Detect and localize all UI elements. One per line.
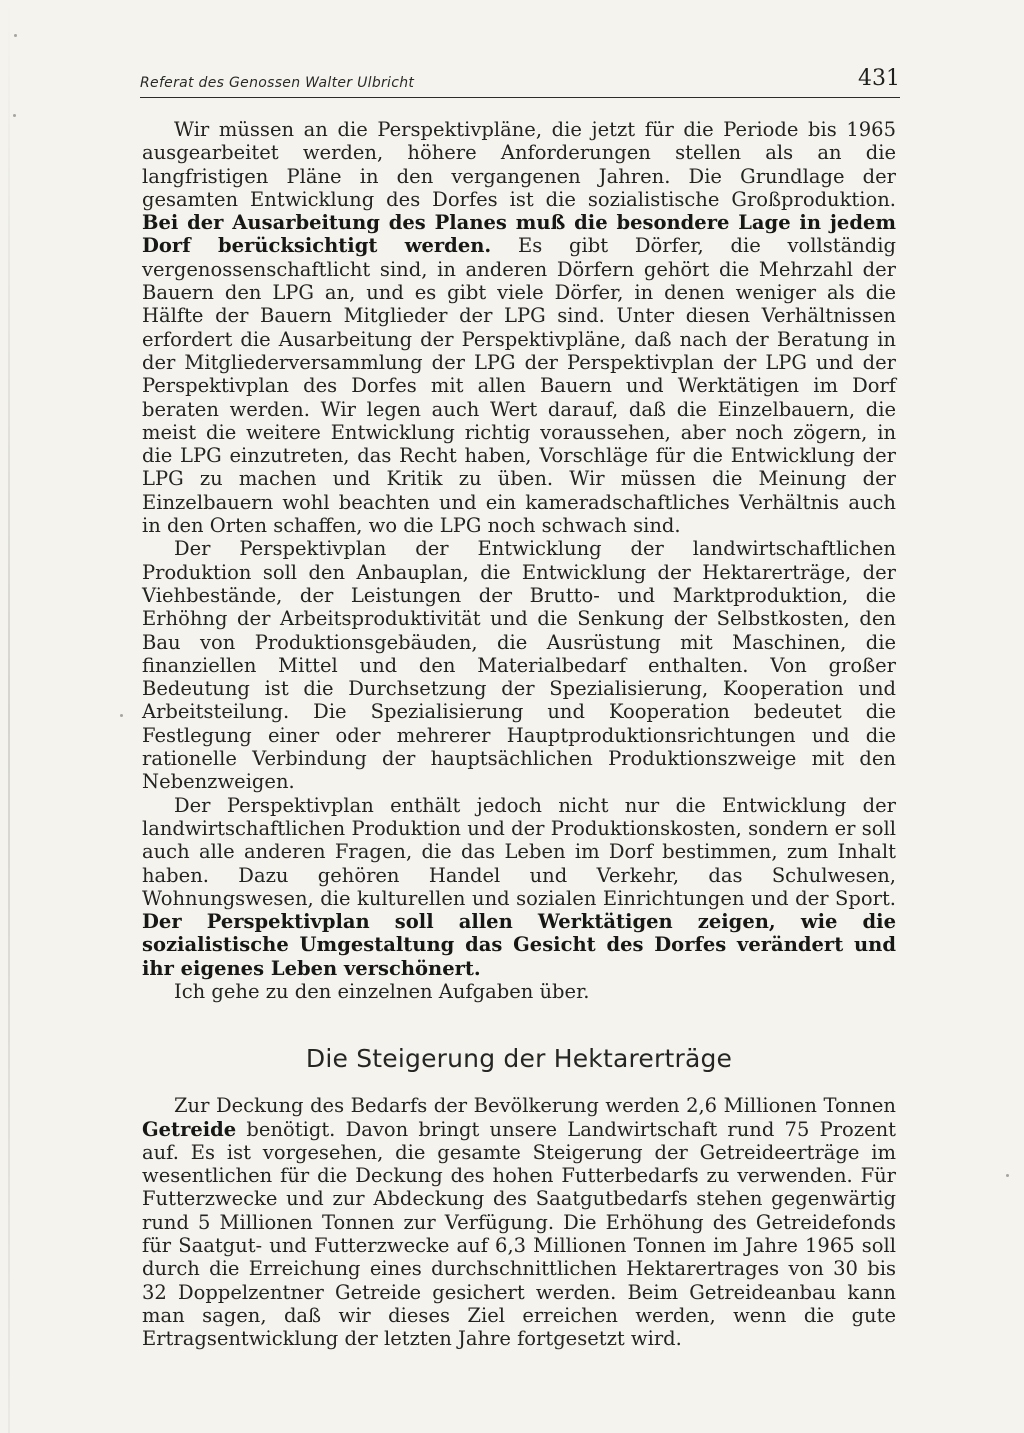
paragraph-grain-production (142, 1094, 896, 1350)
scan-speck (1006, 1174, 1009, 1177)
scan-speck (14, 34, 17, 37)
paragraph-text: Der Perspektivplan der Entwicklung der landwirtschaftlichen Produktion soll den Anbauplan, die Entwicklung der Hektarerträge, der Viehbestände, der Leistungen der Brutto- und Marktproduktion, die Erhöhng der Arbeitsproduktivität und die Senkung der Selbstkosten, den Bau von Produktionsgebäuden, die Ausrüstung mit Maschinen, die finanziellen Mittel und den Materialbedarf enthalten. Von großer Bedeutung ist die Durchsetzung der Spezialisierung, Kooperation und Arbeitsteilung. Die Spezialisierung und Kooperation bedeutet die Festlegung einer oder mehrerer Hauptproduktionsrichtungen und die rationelle Verbindung der hauptsächlichen Produktionszweige mit den Nebenzweigen. (142, 537, 896, 794)
paragraph-text: Wir müssen an die Perspektivpläne, die jetzt für die Periode bis 1965 ausgearbeitet werden, höhere Anforderungen stellen als an die langfristigen Pläne in den vergangenen Jahren. Die Grundlage der gesamten Entwicklung des Dorfes ist die sozialistische Großproduktion. (142, 118, 896, 211)
paragraph-agricultural-production (142, 537, 896, 793)
page-header (140, 62, 900, 102)
page-content (142, 118, 896, 1351)
paragraph-text: benötigt. Davon bringt unsere Landwirtschaft rund 75 Prozent auf. Es ist vorgesehen, die gesamte Steigerung der Getreideerträge im wesentlichen für die Deckung des hohen Futterbedarfs zu verwenden. Für Futterzwecke und zur Abdeckung des Saatgutbedarfs stehen gegenwärtig rund 5 Millionen Tonnen zur Verfügung. Die Erhöhung des Getreidefonds für Saatgut- und Futterzwecke auf 6,3 Millionen Tonnen im Jahre 1965 soll durch die Erreichung eines durchschnittlichen Hektarertrages von 30 bis 32 Doppelzentner Getreide gesichert werden. Beim Getreideanbau kann man sagen, daß wir dieses Ziel erreichen werden, wenn die gute Ertragsentwicklung der letzten Jahre fortgesetzt wird. (142, 1117, 896, 1351)
paragraph-transition (142, 980, 896, 1003)
scan-speck (120, 714, 123, 717)
running-head: Referat des Genossen Walter Ulbricht (140, 75, 415, 91)
paragraph-text: Zur Deckung des Bedarfs der Bevölkerung werden 2,6 Millionen Tonnen (174, 1094, 896, 1118)
paragraph-text: Ich gehe zu den einzelnen Aufgaben über. (174, 979, 590, 1003)
section-heading: Die Steigerung der Hektarerträge (305, 1044, 733, 1074)
emphasized-text: Der Perspektivplan soll allen Werktätigen zeigen, wie die sozialistische Umgestaltung das Gesicht des Dorfes verändert und ihr eigenes Leben verschönert. (142, 910, 896, 980)
paragraph-text: Der Perspektivplan enthält jedoch nicht nur die Entwicklung der landwirtschaftlichen Produktion und der Produktionskosten, sondern er soll auch alle anderen Fragen, die das Leben im Dorf bestimmen, zum Inhalt haben. Dazu gehören Handel und Verkehr, das Schulwesen, Wohnungswesen, die kulturellen und sozialen Einrichtungen und der Sport. (142, 793, 896, 910)
emphasized-text: Getreide (142, 1117, 237, 1141)
scan-speck (13, 114, 16, 117)
emphasized-text: Bei der Ausarbeitung des Planes muß die besondere Lage in jedem Dorf berücksichtigt werden. (142, 211, 896, 258)
paragraph-text: Es gibt Dörfer, die vollständig vergenossenschaftlicht sind, in anderen Dörfern gehört die Mehrzahl der Bauern den LPG an, und es gibt viele Dörfer, in denen weniger als die Hälfte der Bauern Mitglieder der LPG sind. Unter diesen Verhältnissen erfordert die Ausarbeitung der Perspektivpläne, daß nach der Beratung in der Mitgliederversammlung der LPG der Perspektivplan der LPG und der Perspektivplan des Dorfes mit allen Bauern und Werktätigen im Dorf beraten werden. Wir legen auch Wert darauf, daß die Einzelbauern, die meist die weitere Entwicklung richtig voraussehen, aber noch zögern, in die LPG einzutreten, das Recht haben, Vorschläge für die Entwicklung der LPG zu machen und Kritik zu üben. Wir müssen die Meinung der Einzelbauern wohl beachten und ein kameradschaftliches Verhältnis auch in den Orten schaffen, wo die LPG noch schwach sind. (142, 234, 896, 538)
page-number: 431 (858, 66, 900, 91)
paragraph-village-life (142, 794, 896, 980)
paragraph-perspective-plans (142, 118, 896, 537)
header-rule (140, 97, 900, 98)
page-edge-shadow (8, 0, 10, 1433)
